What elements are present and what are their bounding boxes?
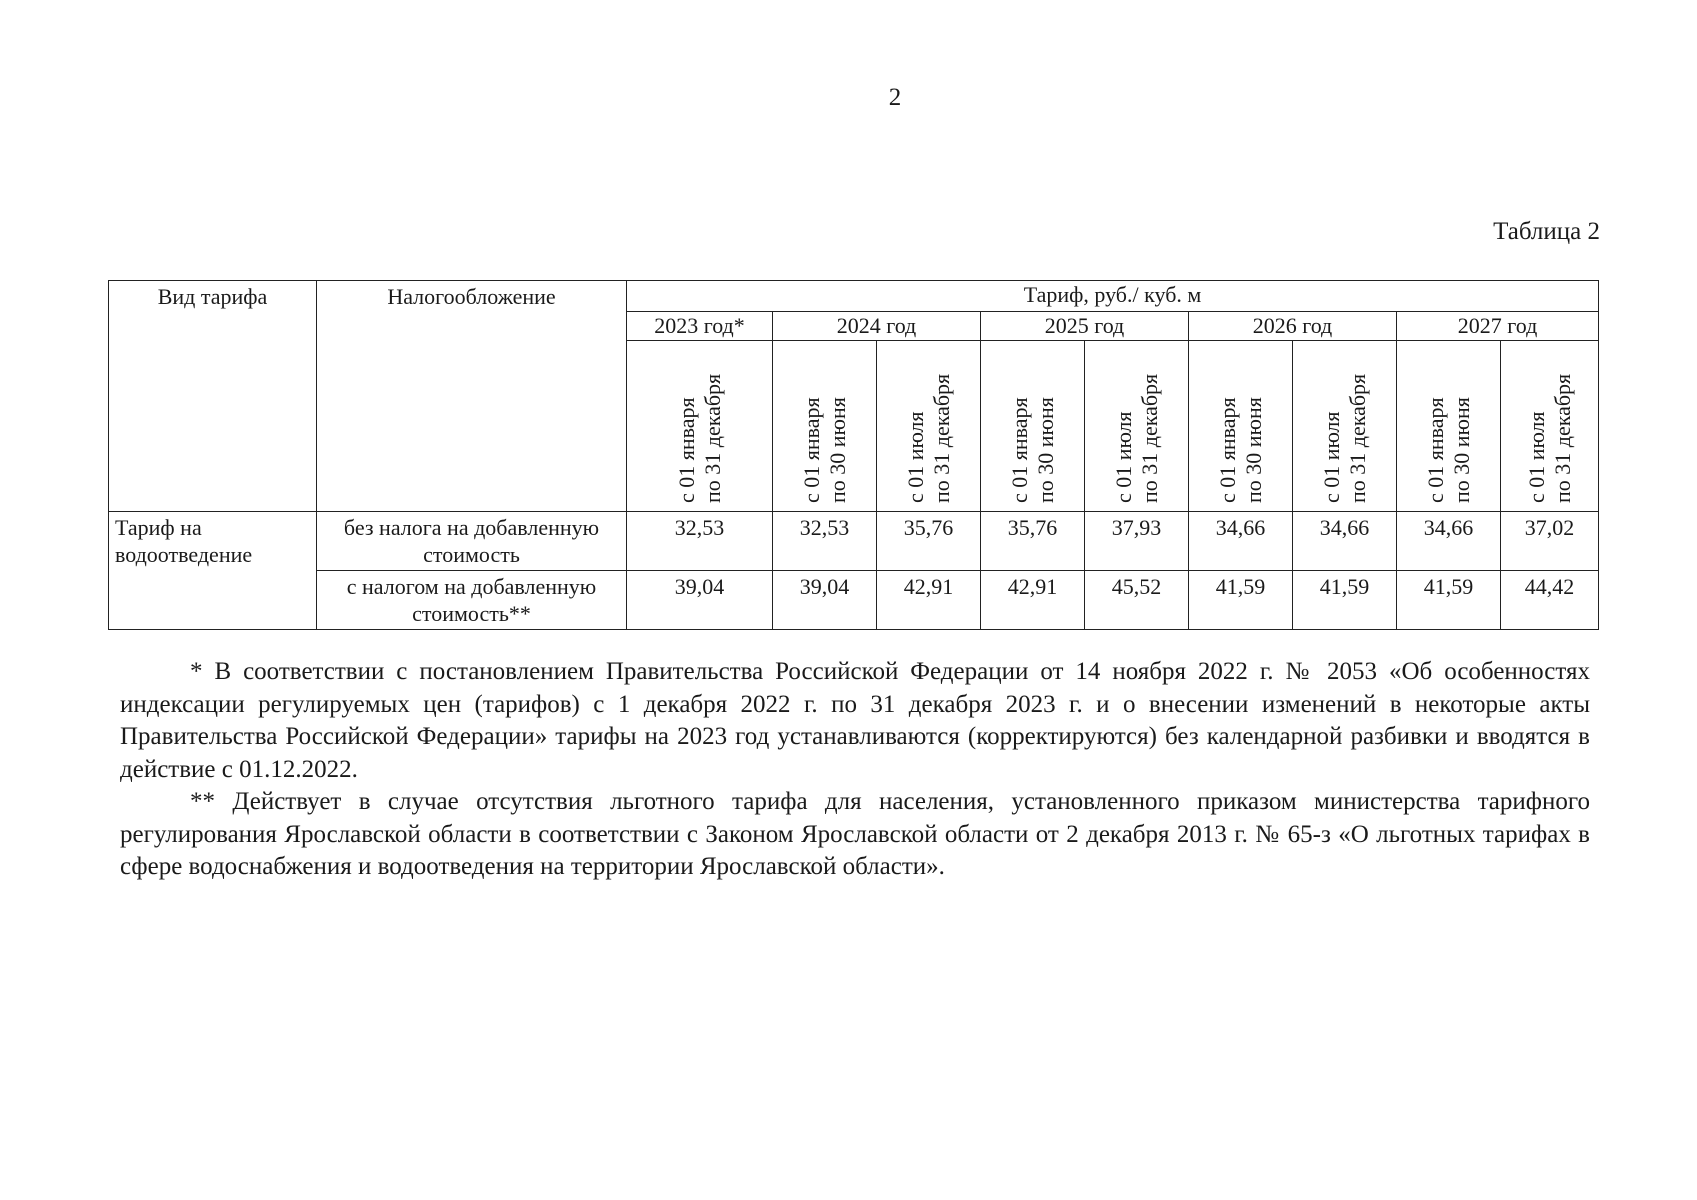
tax-cell: с налогом на добавленную стоимость** xyxy=(317,571,627,630)
value-cell: 35,76 xyxy=(877,512,981,571)
value-cell: 32,53 xyxy=(773,512,877,571)
footnote-1: * В соответствии с постановлением Правительства Российской Федерации от 14 ноября 2022 г. № 2053 «Об особенностях индексации регулируемых цен (тарифов) с 1 декабря 2022 г. по 31 декабря 2023 г. и о внесении изменений в некоторые акты Правительства Российской Федерации» тарифы на 2023 год устанавливаются (корректируются) без календарной разбивки и вводятся в действие с 01.12.2022. xyxy=(120,658,1590,783)
period-header xyxy=(1085,341,1189,512)
footnote-2: ** Действует в случае отсутствия льготного тарифа для населения, установленного приказом министерства тарифного регулирования Ярославской области в соответствии с Законом Ярославской области от 2 декабря 2013 г. № 65-з «О льготных тарифах в сфере водоснабжения и водоотведения на территории Ярославской области». xyxy=(120,788,1590,880)
value-cell: 34,66 xyxy=(1189,512,1293,571)
year-header: 2023 год* xyxy=(627,312,773,341)
table-row xyxy=(109,512,1599,571)
tax-cell: без налога на добавленную стоимость xyxy=(317,512,627,571)
value-cell: 41,59 xyxy=(1397,571,1501,630)
table-caption: Таблица 2 xyxy=(1493,218,1600,245)
period-line: по 31 декабря xyxy=(699,373,725,503)
col-kind-header: Вид тарифа xyxy=(109,281,317,512)
value-cell: 34,66 xyxy=(1293,512,1397,571)
footnotes xyxy=(120,656,1590,884)
value-cell: 35,76 xyxy=(981,512,1085,571)
period-header xyxy=(1293,341,1397,512)
tariff-kind-cell: Тариф на водоотведение xyxy=(109,512,317,630)
year-header: 2027 год xyxy=(1397,312,1599,341)
period-line: с 01 июля xyxy=(1318,411,1344,503)
period-line: по 31 декабря xyxy=(1344,373,1370,503)
period-header xyxy=(877,341,981,512)
period-header xyxy=(1397,341,1501,512)
value-cell: 34,66 xyxy=(1397,512,1501,571)
period-line: с 01 июля xyxy=(902,411,928,503)
col-tax-header: Налогообложение xyxy=(317,281,627,512)
value-cell: 39,04 xyxy=(627,571,773,630)
period-line: с 01 января xyxy=(1214,397,1240,503)
page-number: 2 xyxy=(888,84,902,111)
period-line: по 30 июня xyxy=(1240,397,1266,503)
period-line: с 01 января xyxy=(798,397,824,503)
table-row xyxy=(109,571,1599,630)
period-line: с 01 июля xyxy=(1110,411,1136,503)
period-line: по 31 декабря xyxy=(1136,373,1162,503)
value-cell: 41,59 xyxy=(1189,571,1293,630)
value-cell: 41,59 xyxy=(1293,571,1397,630)
value-cell: 37,02 xyxy=(1501,512,1599,571)
value-cell: 42,91 xyxy=(877,571,981,630)
value-cell: 44,42 xyxy=(1501,571,1599,630)
period-line: по 31 декабря xyxy=(928,373,954,503)
period-header xyxy=(627,341,773,512)
period-line: по 31 декабря xyxy=(1549,373,1575,503)
tariff-header: Тариф, руб./ куб. м xyxy=(627,281,1599,312)
period-line: с 01 июля xyxy=(1523,411,1549,503)
year-header: 2025 год xyxy=(981,312,1189,341)
period-line: с 01 января xyxy=(1422,397,1448,503)
period-header xyxy=(1501,341,1599,512)
period-header xyxy=(981,341,1085,512)
period-line: с 01 января xyxy=(1006,397,1032,503)
period-line: по 30 июня xyxy=(1032,397,1058,503)
value-cell: 42,91 xyxy=(981,571,1085,630)
tariff-table xyxy=(108,280,1599,630)
period-header xyxy=(1189,341,1293,512)
period-line: с 01 января xyxy=(673,397,699,503)
value-cell: 45,52 xyxy=(1085,571,1189,630)
period-line: по 30 июня xyxy=(1448,397,1474,503)
period-line: по 30 июня xyxy=(824,397,850,503)
value-cell: 39,04 xyxy=(773,571,877,630)
value-cell: 37,93 xyxy=(1085,512,1189,571)
value-cell: 32,53 xyxy=(627,512,773,571)
year-header: 2026 год xyxy=(1189,312,1397,341)
year-header: 2024 год xyxy=(773,312,981,341)
period-header xyxy=(773,341,877,512)
